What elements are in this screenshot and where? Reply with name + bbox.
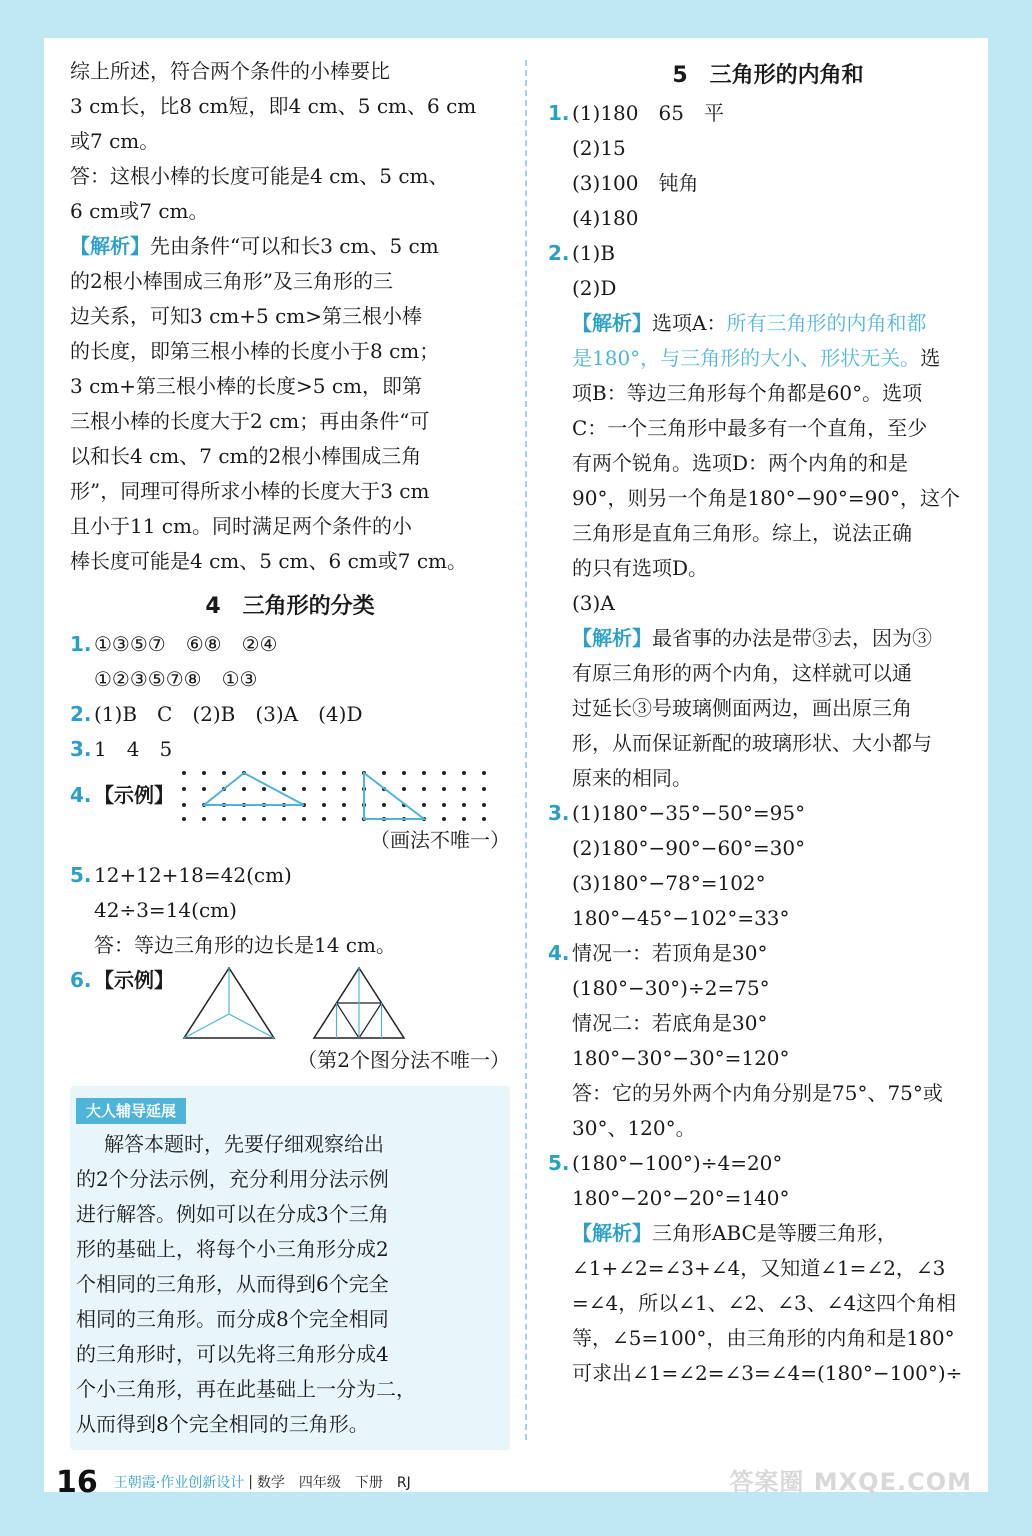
left-top-text: [70, 54, 510, 229]
text-line: 有原三角形的两个内角，这样就可以通: [572, 661, 912, 685]
tutor-line: 从而得到8个完全相同的三角形。: [76, 1412, 369, 1436]
dot-grid: [182, 771, 486, 821]
jiexi-tag: 【解析】: [572, 311, 652, 335]
text-line: 项B：等边三角形每个角都是60°。选项: [572, 381, 923, 405]
answer-text: (1)B C (2)B (3)A (4)D: [94, 702, 363, 726]
text-line: 选项A：: [652, 311, 727, 335]
answer-text: (2)15: [572, 136, 626, 160]
example-tag: 【示例】: [94, 782, 174, 807]
text-line: 边关系，可知3 cm+5 cm>第三根小棒: [70, 304, 423, 328]
text-line: 先由条件“可以和长3 cm、5 cm: [150, 234, 439, 258]
question-number: 2.: [548, 241, 570, 265]
text-line: 棒长度可能是4 cm、5 cm、6 cm或7 cm。: [70, 549, 467, 573]
right-border: [988, 0, 1032, 1536]
answer-text: 42÷3=14(cm): [94, 898, 237, 922]
question-number: 4.: [548, 941, 570, 965]
example-tag: 【示例】: [94, 968, 174, 992]
answer-text: (180°−30°)÷2=75°: [572, 976, 770, 1000]
text-line: 90°，则另一个角是180°−90°=90°，这个: [572, 486, 961, 510]
text-line: 综上所述，符合两个条件的小棒要比: [70, 59, 390, 83]
answer-text: (3)100 钝角: [572, 171, 699, 195]
text-line: 原来的相同。: [572, 766, 692, 790]
right-column: [548, 56, 988, 1391]
question-number: 3.: [548, 801, 570, 825]
answer-text: ①②③⑤⑦⑧ ①③: [94, 667, 258, 691]
answer-text: (180°−100°)÷4=20°: [572, 1151, 783, 1175]
text-line: 有两个锐角。选项D：两个内角的和是: [572, 451, 909, 475]
text-line: 答：这根小棒的长度可能是4 cm、5 cm、: [70, 164, 449, 188]
triangle-three-parts: [184, 968, 274, 1038]
obtuse-triangle: [204, 773, 304, 805]
jiexi-tag: 【解析】: [70, 234, 150, 258]
answer-text: (3)A: [572, 591, 615, 615]
answer-text: 情况二：若底角是30°: [572, 1011, 768, 1035]
text-line: ∠1+∠2=∠3+∠4，又知道∠1=∠2，∠3: [572, 1256, 946, 1280]
figure-note: （第2个图分法不唯一）: [297, 1048, 510, 1072]
left-jiexi: [70, 229, 510, 579]
text-line: 三角形是直角三角形。综上，说法正确: [572, 521, 912, 545]
tutor-line: 解答本题时，先要仔细观察给出: [104, 1132, 384, 1156]
tutor-line: 的2个分法示例，充分利用分法示例: [76, 1167, 389, 1191]
text-line: 最省事的办法是带③去，因为③: [652, 626, 932, 650]
triangle-division-figure: [174, 963, 504, 1043]
text-line: 3 cm长，比8 cm短，即4 cm、5 cm、6 cm: [70, 94, 477, 118]
answer-text: (4)180: [572, 206, 639, 230]
answer-text: (1)B: [572, 241, 616, 265]
text-line: 6 cm或7 cm。: [70, 199, 209, 223]
tutor-box: [70, 1086, 510, 1450]
watermark: 答案圈 MXQE.COM: [729, 1468, 972, 1496]
question-number: 6.: [70, 968, 92, 992]
answer-text: 180°−20°−20°=140°: [572, 1186, 790, 1210]
jiexi-tag: 【解析】: [572, 1221, 652, 1245]
question-number: 5.: [548, 1151, 570, 1175]
text-line: 的2根小棒围成三角形”及三角形的三: [70, 269, 393, 293]
text-line: 的长度，即第三根小棒的长度小于8 cm；: [70, 339, 440, 363]
left-border: [0, 0, 44, 1536]
footer-info: 数学 四年级 下册 RJ: [256, 1475, 411, 1491]
question-number: 1.: [548, 101, 570, 125]
footer-brand: 王朝霞·作业创新设计: [113, 1475, 245, 1491]
highlight-text: 所有三角形的内角和都: [726, 311, 927, 335]
tutor-line: 个相同的三角形，从而得到6个完全: [76, 1272, 389, 1296]
answer-text: 180°−30°−30°=120°: [572, 1046, 790, 1070]
answer-text: 答：它的另外两个内角分别是75°、75°或: [572, 1081, 943, 1105]
text-line: =∠4，所以∠1、∠2、∠3、∠4这四个角相: [572, 1291, 957, 1315]
question-number: 5.: [70, 863, 92, 887]
answer-text: 180°−45°−102°=33°: [572, 906, 790, 930]
highlight-text: 是180°，与三角形的大小、形状无关。: [572, 346, 921, 370]
text-line: 可求出∠1=∠2=∠3=∠4=(180°−100°)÷: [572, 1361, 963, 1385]
dot-grid-figure: [174, 767, 504, 823]
top-border: [0, 0, 1032, 38]
question-number: 3.: [70, 737, 92, 761]
question-number: 1.: [70, 632, 92, 656]
triangle-eight-parts: [314, 968, 404, 1038]
answer-text: (1)180°−35°−50°=95°: [572, 801, 806, 825]
tutor-badge: 大人辅导延展: [76, 1098, 186, 1124]
tutor-line: 形的基础上，将每个小三角形分成2: [76, 1237, 389, 1261]
text-line: 等，∠5=100°，由三角形的内角和是180°: [572, 1326, 955, 1350]
answer-text: (1)180 65 平: [572, 101, 724, 125]
answer-text: 12+12+18=42(cm): [94, 863, 292, 887]
answer-text: ①③⑤⑦ ⑥⑧ ②④: [94, 632, 278, 656]
answer-text: (3)180°−78°=102°: [572, 871, 766, 895]
answer-text: (2)D: [572, 276, 617, 300]
answer-text: 情况一：若顶角是30°: [572, 941, 768, 965]
tutor-line: 的三角形时，可以先将三角形分成4: [76, 1342, 389, 1366]
figure-note: （画法不唯一）: [370, 828, 510, 852]
q6-row: [70, 963, 510, 1043]
page-number: 16: [56, 1464, 98, 1500]
column-divider: [525, 60, 527, 1440]
text-line: 形，从而保证新配的玻璃形状、大小都与: [572, 731, 932, 755]
text-line: 的只有选项D。: [572, 556, 709, 580]
text-line: 选: [920, 346, 941, 370]
text-line: 或7 cm。: [70, 129, 160, 153]
footer-separator: |: [248, 1474, 253, 1490]
section-title-4: 4 三角形的分类: [205, 594, 375, 619]
question-number: 4.: [70, 782, 92, 807]
answer-text: 1 4 5: [94, 737, 173, 761]
jiexi-tag: 【解析】: [572, 626, 652, 650]
tutor-line: 进行解答。例如可以在分成3个三角: [76, 1202, 389, 1226]
q4-row: [70, 767, 510, 823]
question-number: 2.: [70, 702, 92, 726]
text-line: 3 cm+第三根小棒的长度>5 cm，即第: [70, 374, 423, 398]
text-line: C：一个三角形中最多有一个直角，至少: [572, 416, 928, 440]
section-title-5: 5 三角形的内角和: [672, 63, 864, 88]
tutor-line: 相同的三角形。而分成8个完全相同: [76, 1307, 389, 1331]
text-line: 三根小棒的长度大于2 cm；再由条件“可: [70, 409, 430, 433]
page-footer: [56, 1462, 411, 1502]
right-triangle: [364, 773, 424, 819]
text-line: 且小于11 cm。同时满足两个条件的小: [70, 514, 412, 538]
answer-text: (2)180°−90°−60°=30°: [572, 836, 806, 860]
text-line: 形”，同理可得所求小棒的长度大于3 cm: [70, 479, 430, 503]
tutor-line: 个小三角形，再在此基础上一分为二，: [76, 1377, 416, 1401]
answer-text: 答：等边三角形的边长是14 cm。: [94, 933, 396, 957]
text-line: 以和长4 cm、7 cm的2根小棒围成三角: [70, 444, 422, 468]
left-column: [70, 54, 510, 1450]
answer-text: 30°、120°。: [572, 1116, 696, 1140]
text-line: 过延长③号玻璃侧面两边，画出原三角: [572, 696, 912, 720]
text-line: 三角形ABC是等腰三角形，: [652, 1221, 897, 1245]
